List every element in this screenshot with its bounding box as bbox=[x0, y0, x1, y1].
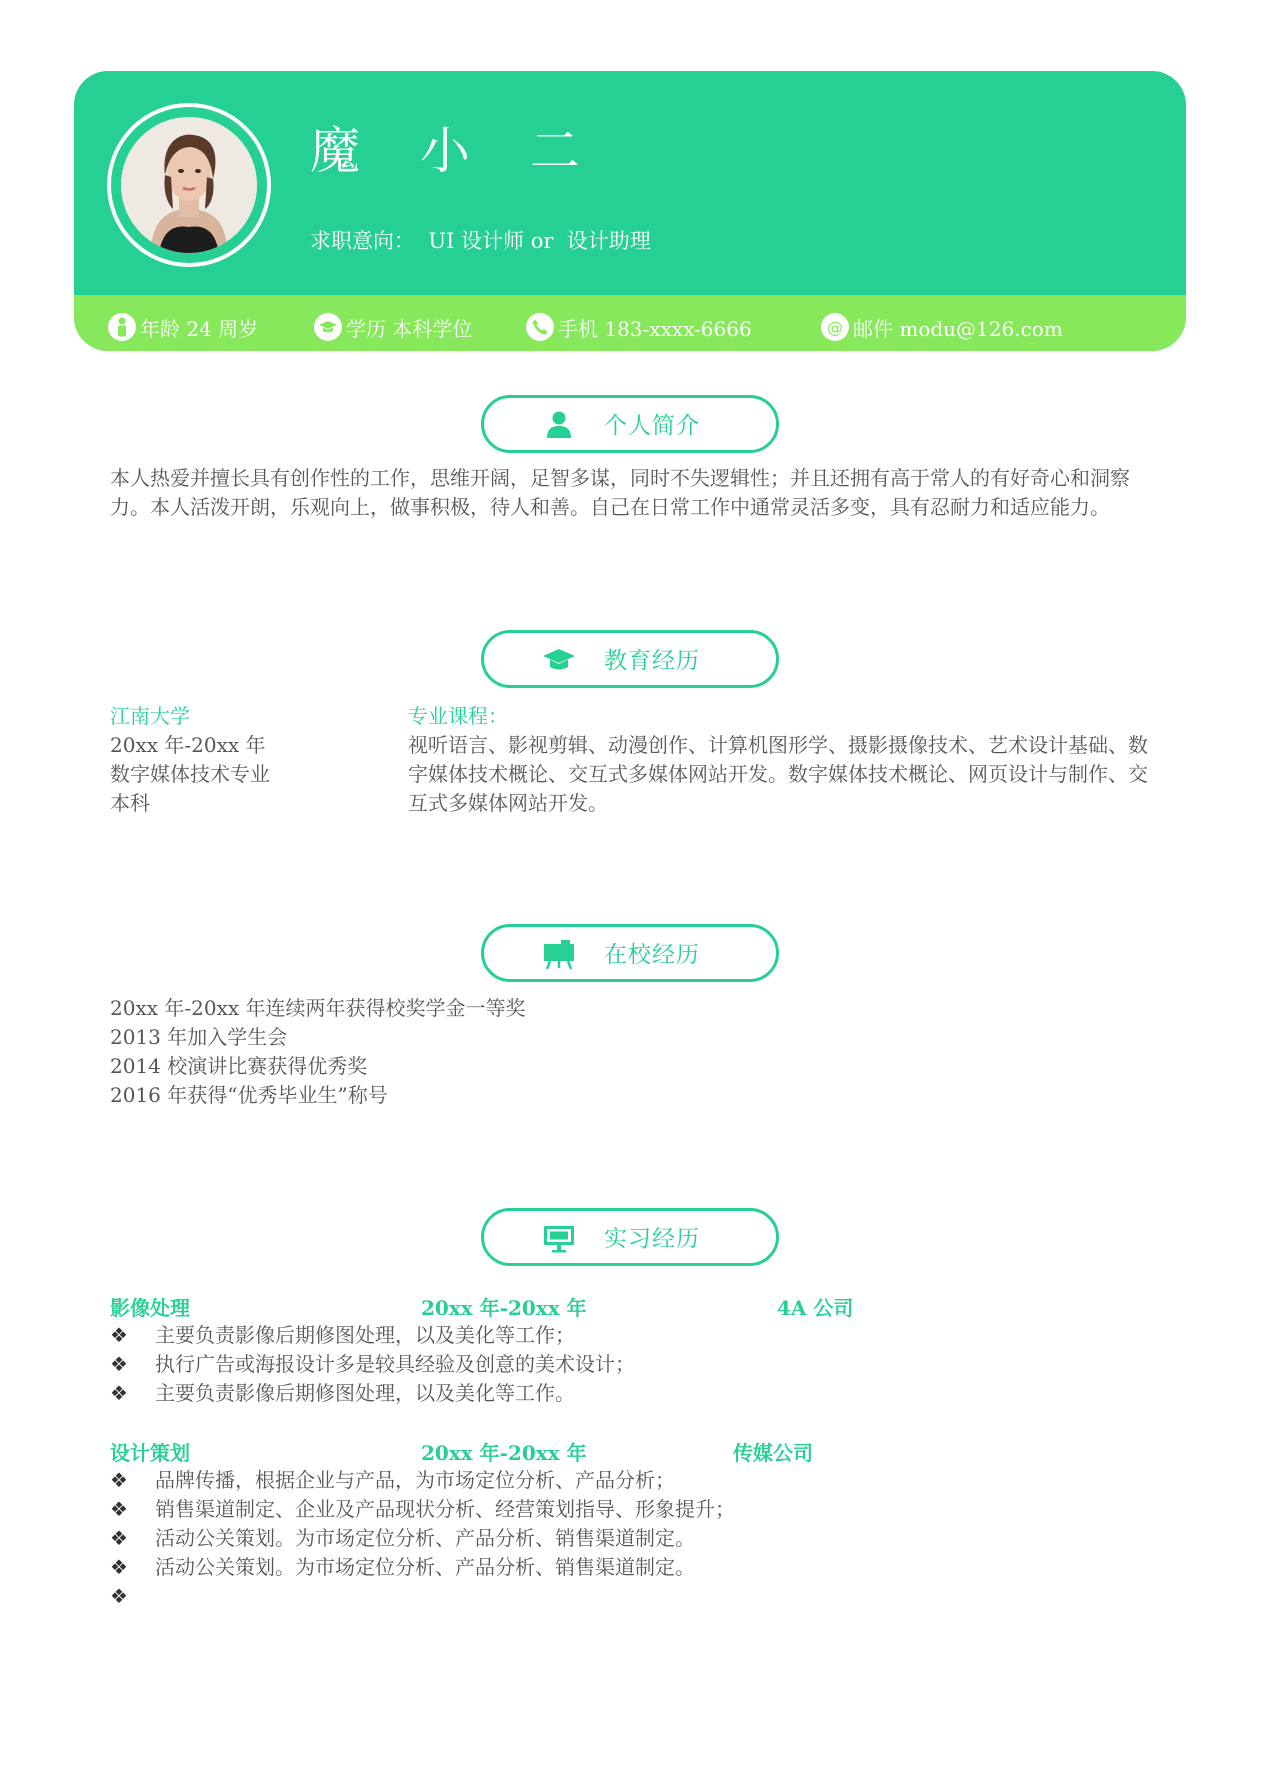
section-title-internship: 实习经历 bbox=[604, 1226, 700, 1252]
diamond-bullet-icon: ❖ bbox=[110, 1584, 128, 1608]
job-objective: 求职意向： UI 设计师 or 设计助理 bbox=[310, 229, 651, 253]
campus-item: 2014 校演讲比赛获得优秀奖 bbox=[110, 1054, 368, 1078]
info-phone bbox=[526, 311, 752, 343]
job-role: 影像处理 bbox=[110, 1296, 190, 1320]
presentation-board-icon bbox=[542, 937, 576, 971]
job-company: 4A 公司 bbox=[777, 1296, 854, 1320]
diamond-bullet-icon: ❖ bbox=[110, 1352, 128, 1376]
info-education-label: 学历 本科学位 bbox=[346, 316, 473, 341]
graduation-cap-icon bbox=[542, 643, 576, 677]
section-header-campus bbox=[481, 924, 779, 982]
portrait-photo bbox=[121, 117, 257, 253]
diamond-bullet-icon: ❖ bbox=[110, 1323, 128, 1347]
graduation-cap-icon bbox=[314, 313, 342, 341]
courses-label: 专业课程： bbox=[408, 704, 508, 728]
education-degree: 本科 bbox=[110, 791, 150, 815]
monitor-icon bbox=[542, 1221, 576, 1255]
education-period: 20xx 年-20xx 年 bbox=[110, 733, 266, 757]
school-name: 江南大学 bbox=[110, 704, 190, 728]
diamond-bullet-icon: ❖ bbox=[110, 1555, 128, 1579]
education-major: 数字媒体技术专业 bbox=[110, 762, 270, 786]
section-title-education: 教育经历 bbox=[604, 648, 700, 674]
info-education bbox=[314, 311, 472, 343]
campus-item: 2016 年获得“优秀毕业生”称号 bbox=[110, 1083, 388, 1107]
header-banner bbox=[74, 71, 1186, 351]
phone-icon bbox=[526, 313, 554, 341]
section-header-education bbox=[481, 630, 779, 688]
job-bullet: ❖ 主要负责影像后期修图处理，以及美化等工作； bbox=[110, 1321, 575, 1350]
campus-item: 2013 年加入学生会 bbox=[110, 1025, 288, 1049]
info-email bbox=[821, 311, 1063, 343]
info-phone-label: 手机 183-xxxx-6666 bbox=[558, 316, 752, 341]
avatar bbox=[121, 117, 257, 253]
job-bullet: ❖ 活动公关策划。为市场定位分析、产品分析、销售渠道制定。 bbox=[110, 1553, 695, 1582]
section-title-campus: 在校经历 bbox=[604, 942, 700, 968]
info-age-label: 年龄 24 周岁 bbox=[140, 316, 259, 341]
section-header-internship bbox=[481, 1208, 779, 1266]
section-title-profile: 个人简介 bbox=[604, 413, 700, 439]
job-period: 20xx 年-20xx 年 bbox=[421, 1296, 587, 1320]
person-icon bbox=[542, 408, 576, 442]
job-company: 传媒公司 bbox=[733, 1441, 813, 1465]
diamond-bullet-icon: ❖ bbox=[110, 1381, 128, 1405]
job-bullet: ❖ 销售渠道制定、企业及产品现状分析、经营策划指导、形象提升； bbox=[110, 1495, 735, 1524]
campus-item: 20xx 年-20xx 年连续两年获得校奖学金一等奖 bbox=[110, 996, 526, 1020]
diamond-bullet-icon: ❖ bbox=[110, 1497, 128, 1521]
courses-text: 视听语言、影视剪辑、动漫创作、计算机图形学、摄影摄像技术、艺术设计基础、数字媒体技术概论、交互式多媒体网站开发。数字媒体技术概论、网页设计与制作、交互式多媒体网站开发。 bbox=[408, 733, 1148, 815]
person-icon bbox=[108, 313, 136, 341]
profile-text: 本人热爱并擅长具有创作性的工作，思维开阔，足智多谋，同时不失逻辑性；并且还拥有高于常人的有好奇心和洞察力。本人活泼开朗，乐观向上，做事积极，待人和善。自己在日常工作中通常灵活多变，具有忍耐力和适应能力。 bbox=[110, 466, 1130, 519]
diamond-bullet-icon: ❖ bbox=[110, 1526, 128, 1550]
job-role: 设计策划 bbox=[110, 1441, 190, 1465]
job-bullet: ❖ 品牌传播，根据企业与产品，为市场定位分析、产品分析； bbox=[110, 1466, 675, 1495]
job-period: 20xx 年-20xx 年 bbox=[421, 1441, 587, 1465]
job-bullet: ❖ 主要负责影像后期修图处理，以及美化等工作。 bbox=[110, 1379, 575, 1408]
job-bullet: ❖ 活动公关策划。为市场定位分析、产品分析、销售渠道制定。 bbox=[110, 1524, 695, 1553]
info-email-label: 邮件 modu@126.com bbox=[853, 316, 1063, 341]
info-age bbox=[108, 311, 258, 343]
section-header-profile bbox=[481, 395, 779, 453]
diamond-bullet-icon: ❖ bbox=[110, 1468, 128, 1492]
job-bullet bbox=[110, 1582, 155, 1611]
job-bullet: ❖ 执行广告或海报设计多是较具经验及创意的美术设计； bbox=[110, 1350, 635, 1379]
at-sign-icon: @ bbox=[821, 313, 849, 341]
candidate-name: 魔 小 二 bbox=[310, 122, 602, 180]
